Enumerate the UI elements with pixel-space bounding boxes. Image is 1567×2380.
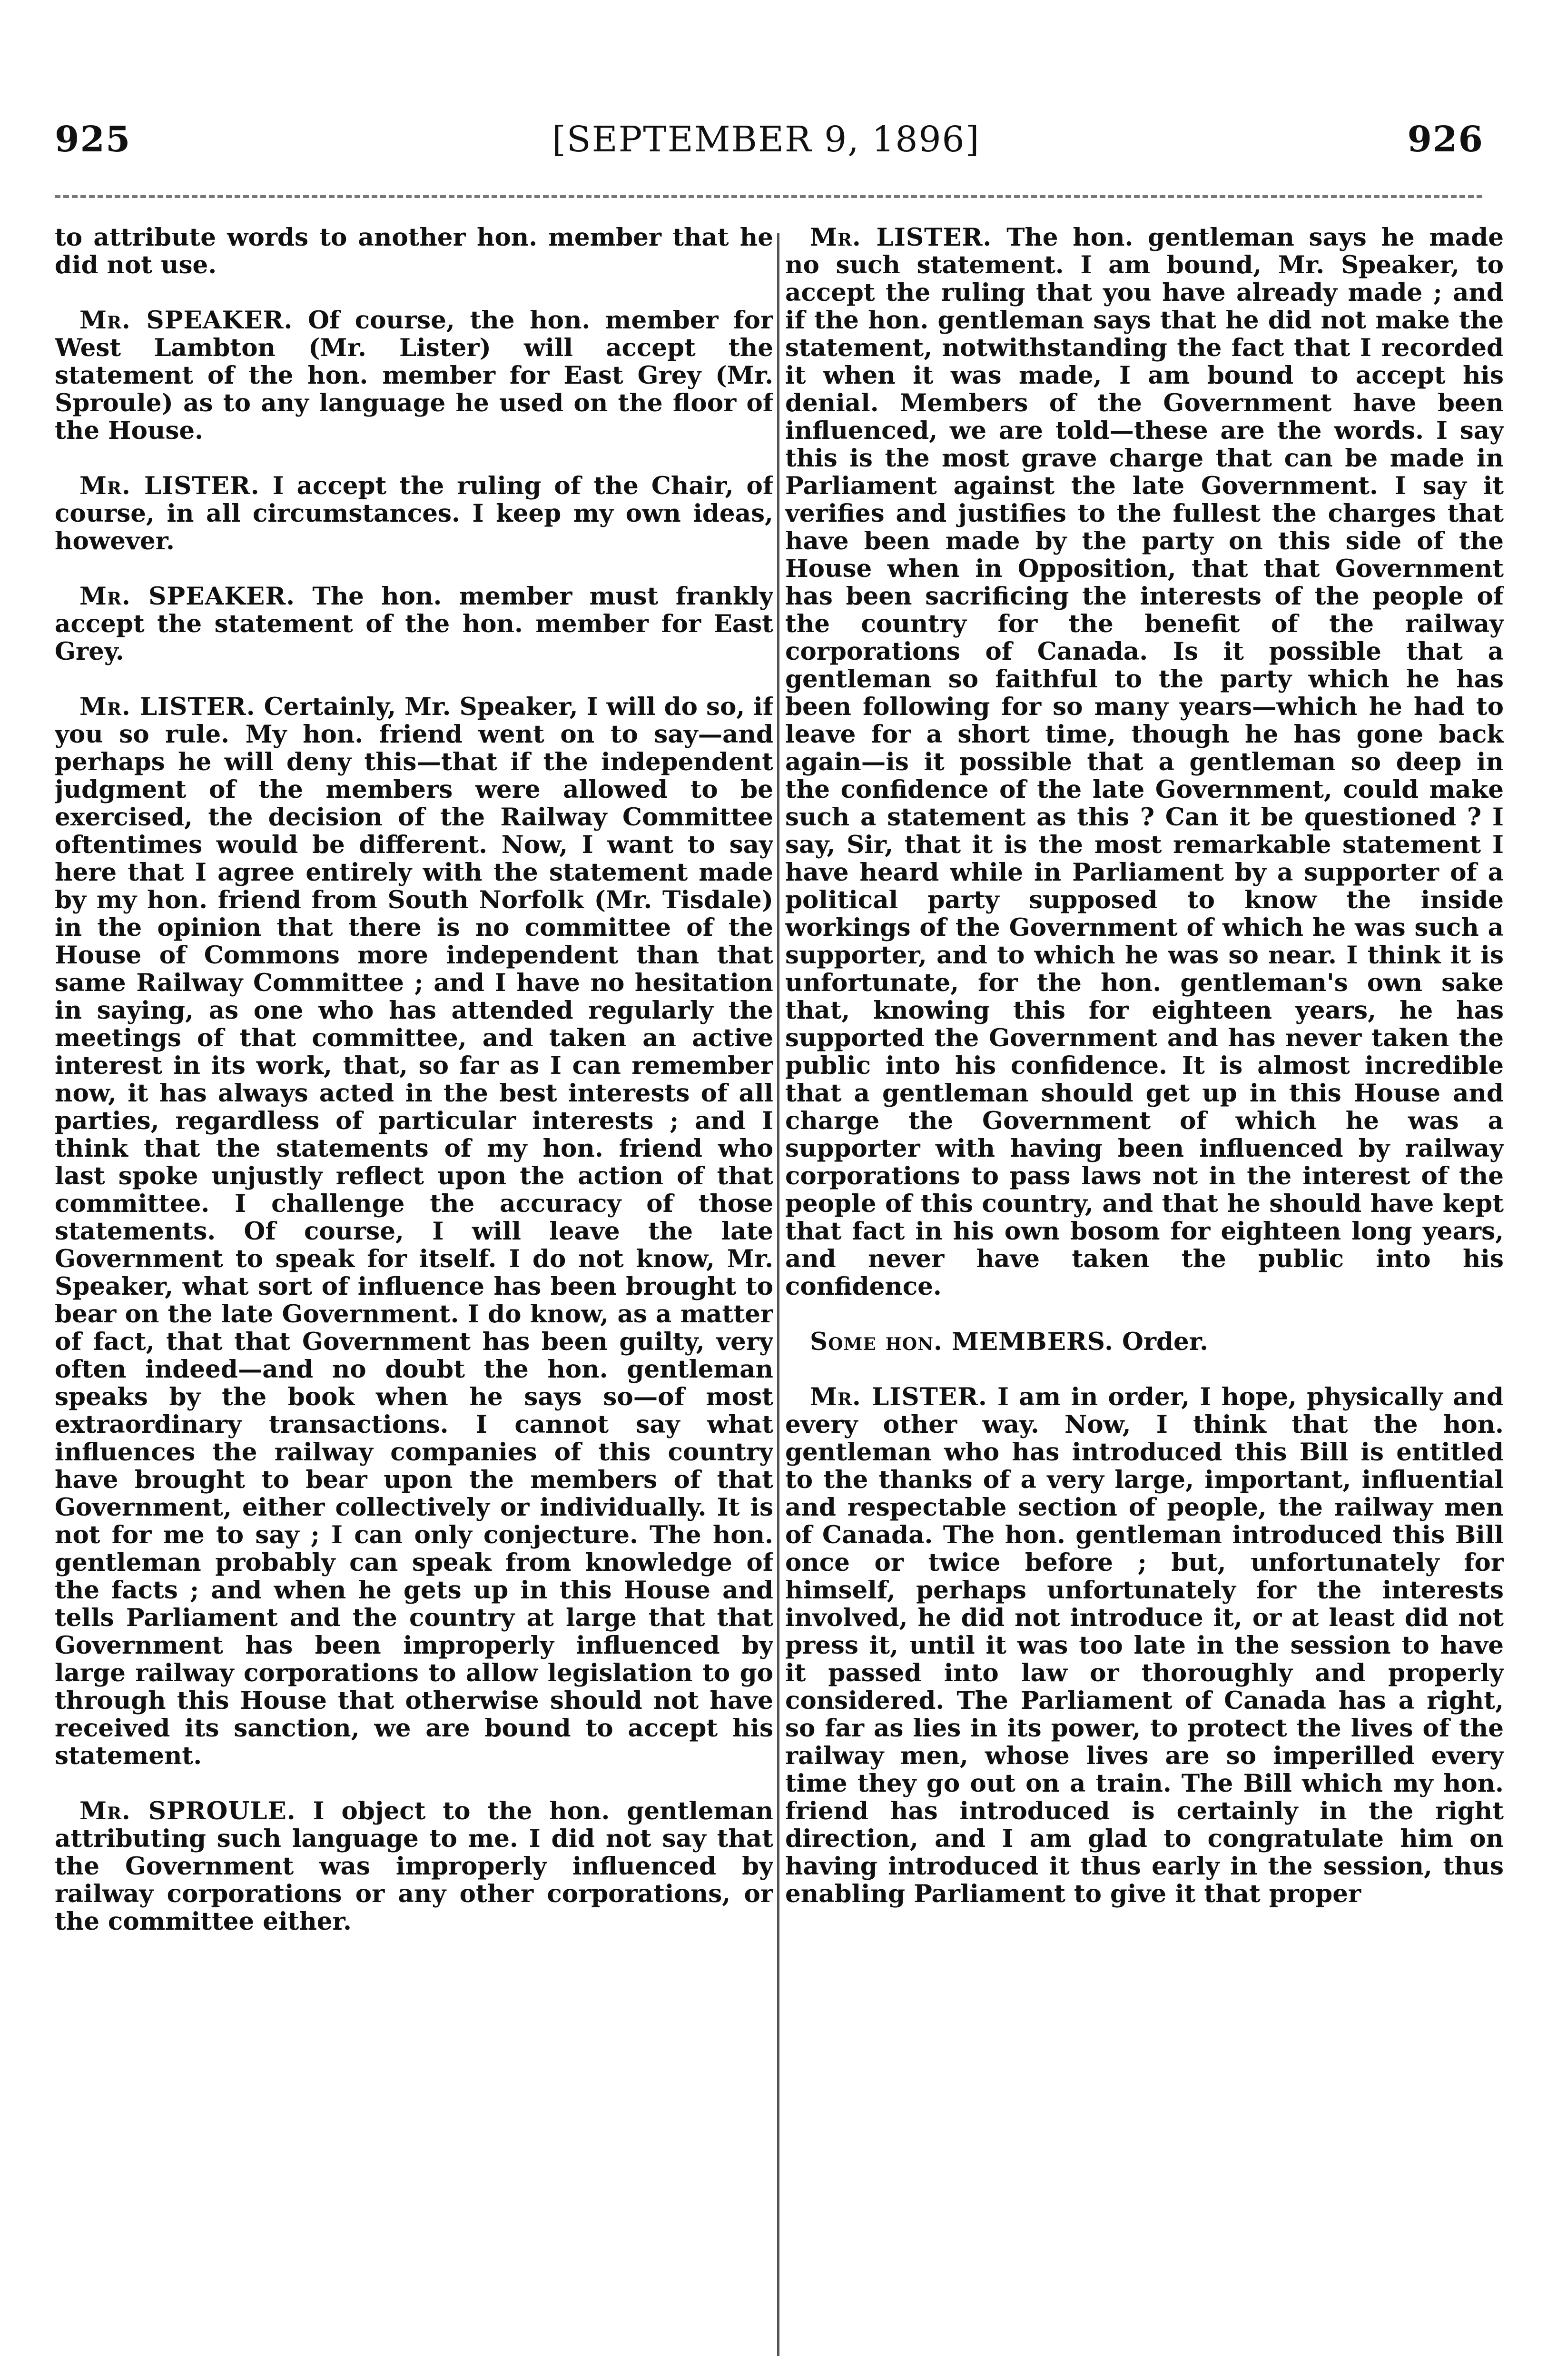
speaker-name: Mr. SPEAKER.: [79, 306, 293, 335]
speaker-name: Some hon. MEMBERS.: [810, 1328, 1114, 1356]
header-divider-rule: [55, 195, 1482, 198]
page-number-right: 926: [1407, 119, 1484, 160]
paragraph-text: Of course, the hon. member for West Lambton (Mr. Lister) will accept the statement of the hon. member for East Grey (Mr. Sproule) as to any language he used on the floor of the House.: [55, 306, 773, 445]
running-title-date: [SEPTEMBER 9, 1896]: [552, 119, 980, 160]
paragraph-text: I am in order, I hope, physically and every other way. Now, I think that the hon. gentleman who has introduced this Bill is entitled to the thanks of a very large, important, influential and respectable section of people, the railway men of Canada. The hon. gentleman introduced this Bill once or twice before ; but, unfortunately for himself, perhaps unfortunately for the interests involved, he did not introduce it, or at least did not press it, until it was too late in the session to have it passed into law or thoroughly and properly considered. The Parliament of Canada has a right, so far as lies in its power, to protect the lives of the railway men, whose lives are so imperilled every time they go out on a train. The Bill which my hon. friend has introduced is certainly in the right direction, and I am glad to congratulate him on having introduced it thus early in the session, thus enabling Parliament to give it that proper: [785, 1383, 1504, 1908]
paragraph: [55, 472, 773, 555]
page-number-left: 925: [55, 119, 131, 160]
paragraph: [55, 307, 773, 445]
speaker-name: Mr. SPROULE.: [79, 1797, 296, 1825]
paragraph: [55, 224, 773, 279]
column-divider-rule: [777, 233, 779, 2356]
paragraph-text: I object to the hon. gentleman attributing such language to me. I did not say that the Government was improperly influenced by railway corporations or any other corporations, or the committee either.: [55, 1797, 773, 1936]
page-header: [0, 0, 1567, 181]
speaker-name: Mr. LISTER.: [79, 472, 260, 500]
speaker-name: Mr. SPEAKER.: [79, 582, 296, 611]
paragraph-text: The hon. member must frankly accept the statement of the hon. member for East Grey.: [55, 582, 773, 666]
paragraph: [55, 1797, 773, 1935]
paragraph: [785, 1328, 1504, 1356]
paragraph-text: I accept the ruling of the Chair, of course, in all circumstances. I keep my own ideas, however.: [55, 472, 773, 555]
paragraph: [785, 1383, 1504, 1908]
paragraph: [785, 224, 1504, 1300]
paragraph-text: The hon. gentleman says he made no such statement. I am bound, Mr. Speaker, to accept the ruling that you have already made ; and if the hon. gentleman says that he did not make the statement, notwithstanding the fact that I recorded it when it was made, I am bound to accept his denial. Members of the Government have been influenced, we are told—these are the words. I say this is the most grave charge that can be made in Parliament against the late Government. I say it verifies and justifies to the fullest the charges that have been made by the party on this side of the House when in Opposition, that that Government has been sacrificing the interests of the people of the country for the benefit of the railway corporations of Canada. Is it possible that a gentleman so faithful to the party which he has been following for so many years—which he had to leave for a short time, though he has gone back again—is it possible that a gentleman so deep in the confidence of the late Government, could make such a statement as this ? Can it be questioned ? I say, Sir, that it is the most remarkable statement I have heard while in Parliament by a supporter of a political party supposed to know the inside workings of the Government of which he was such a supporter, and to which he was so near. I think it is unfortunate, for the hon. gentleman's own sake that, knowing this for eighteen years, he has supported the Government and has never taken the public into his confidence. It is almost incredible that a gentleman should get up in this House and charge the Government of which he was a supporter with having been influenced by railway corporations to pass laws not in the interest of the people of this country, and that he should have kept that fact in his own bosom for eighteen long years, and never have taken the public into his confidence.: [785, 224, 1504, 1301]
paragraph-text: Certainly, Mr. Speaker, I will do so, if you so rule. My hon. friend went on to say—and perhaps he will deny this—that if the independent judgment of the members were allowed to be exercised, the decision of the Railway Committee oftentimes would be different. Now, I want to say here that I agree entirely with the statement made by my hon. friend from South Norfolk (Mr. Tisdale) in the opinion that there is no committee of the House of Commons more independent than that same Railway Committee ; and I have no hesitation in saying, as one who has attended regularly the meetings of that committee, and taken an active interest in its work, that, so far as I can remember now, it has always acted in the best interests of all parties, regardless of particular interests ; and I think that the statements of my hon. friend who last spoke unjustly reflect upon the action of that committee. I challenge the accuracy of those statements. Of course, I will leave the late Government to speak for itself. I do not know, Mr. Speaker, what sort of influence has been brought to bear on the late Government. I do know, as a matter of fact, that that Government has been guilty, very often indeed—and no doubt the hon. gentleman speaks by the book when he says so—of most extraordinary transactions. I cannot say what influences the railway companies of this country have brought to bear upon the members of that Government, either collectively or individually. It is not for me to say ; I can only conjecture. The hon. gentleman probably can speak from knowledge of the facts ; and when he gets up in this House and tells Parliament and the country at large that that Government has been improperly influenced by large railway corporations to allow legislation to go through this House that otherwise should not have received its sanction, we are bound to accept his statement.: [55, 693, 773, 1770]
paragraph: [55, 693, 773, 1770]
left-column: [55, 224, 773, 2375]
right-column: [785, 224, 1504, 2375]
speaker-name: Mr. LISTER.: [79, 693, 256, 721]
speaker-name: Mr. LISTER.: [810, 1383, 987, 1411]
paragraph-text: to attribute words to another hon. member that he did not use.: [55, 224, 773, 279]
paragraph: [55, 583, 773, 665]
speaker-name: Mr. LISTER.: [810, 224, 992, 252]
paragraph-text: Order.: [1122, 1328, 1209, 1356]
